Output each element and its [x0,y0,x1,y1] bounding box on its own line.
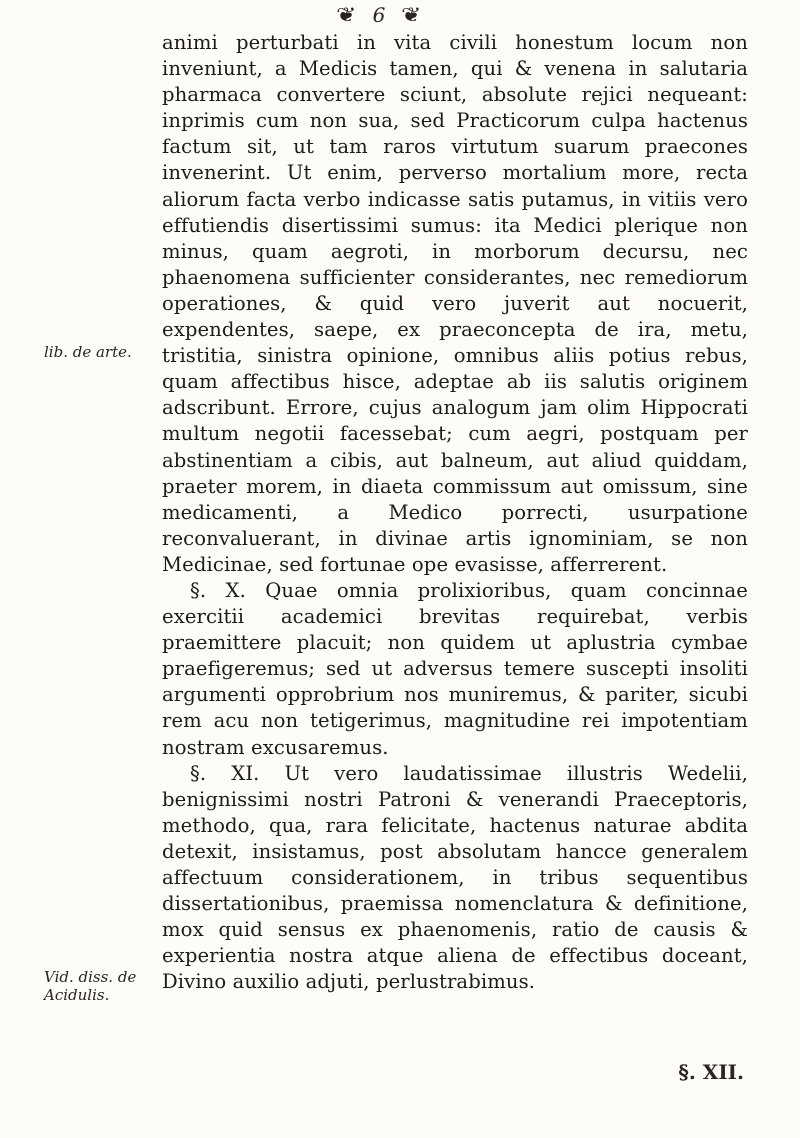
margin-note-acidulis: Vid. diss. de Acidulis. [44,968,137,1004]
catchword: §. XII. [678,1060,744,1084]
fleuron-ornament-icon: ❦ [336,4,359,27]
paragraph-section-x: §. X. Quae omnia prolixioribus, quam concinnae exercitii academici brevitas requirebat, verbis praemittere placuit; non quidem ut aplustria cymbae praefigeremus; sed ut adversus temere suscepti insoliti argumenti opprobrium nos muniremus, & pariter, sicubi rem acu non tetigerimus, magnitudine rei impotentiam nostram excusaremus. [162,578,748,759]
paragraph-continuation: animi perturbati in vita civili honestum locum non inveniunt, a Medicis tamen, qui & venena in salutaria pharmaca convertere sciunt, absolute rejici nequeant: inprimis cum non sua, sed Practicorum culpa hactenus factum sit, ut tam raros virtutum suarum praecones invenerint. Ut enim, perverso mortalium more, recta aliorum facta verbo indicasse satis putamus, in vitiis vero effutiendis disertissimi sumus: ita Medici plerique non minus, quam aegroti, in morborum decursu, nec phaenomena sufficienter considerantes, nec remediorum operationes, & quid vero juverit aut nocuerit, expendentes, saepe, ex praeconcepta de ira, metu, tristitia, sinistra opinione, omnibus aliis potius rebus, quam affectibus hisce, adeptae ab iis salutis originem adscribunt. Errore, cujus analogum jam olim Hippocrati multum negotii facessebat; cum aegri, postquam per abstinentiam a cibis, aut balneum, aut aliud quiddam, praeter morem, in diaeta commissum aut omissum, sine medicamenti, a Medico porrecti, usurpatione reconvaluerant, in divinae artis ignominiam, se non Medicinae, sed fortunae ope evasisse, afferrerent. [162,31,748,576]
fleuron-ornament-icon: ❦ [401,4,424,27]
page-header [300,0,460,30]
margin-note-hippocrates: lib. de arte. [44,343,132,361]
paragraph-section-xi: §. XI. Ut vero laudatissimae illustris Wedelii, benignissimi nostri Patroni & venerandi Praeceptoris, methodo, qua, rara felicitate, hactenus naturae abdita detexit, insistamus, post absolutam hancce generalem affectuum considerationem, in tribus sequentibus dissertationibus, praemissa nomenclatura & definitione, mox quid sensus ex phaenomenis, ratio de causis & experientia nostra atque aliena de effectibus doceant, Divino auxilio adjuti, perlustrabimus. [162,761,748,994]
main-text-block [162,30,748,995]
page-number: 6 [372,3,388,27]
